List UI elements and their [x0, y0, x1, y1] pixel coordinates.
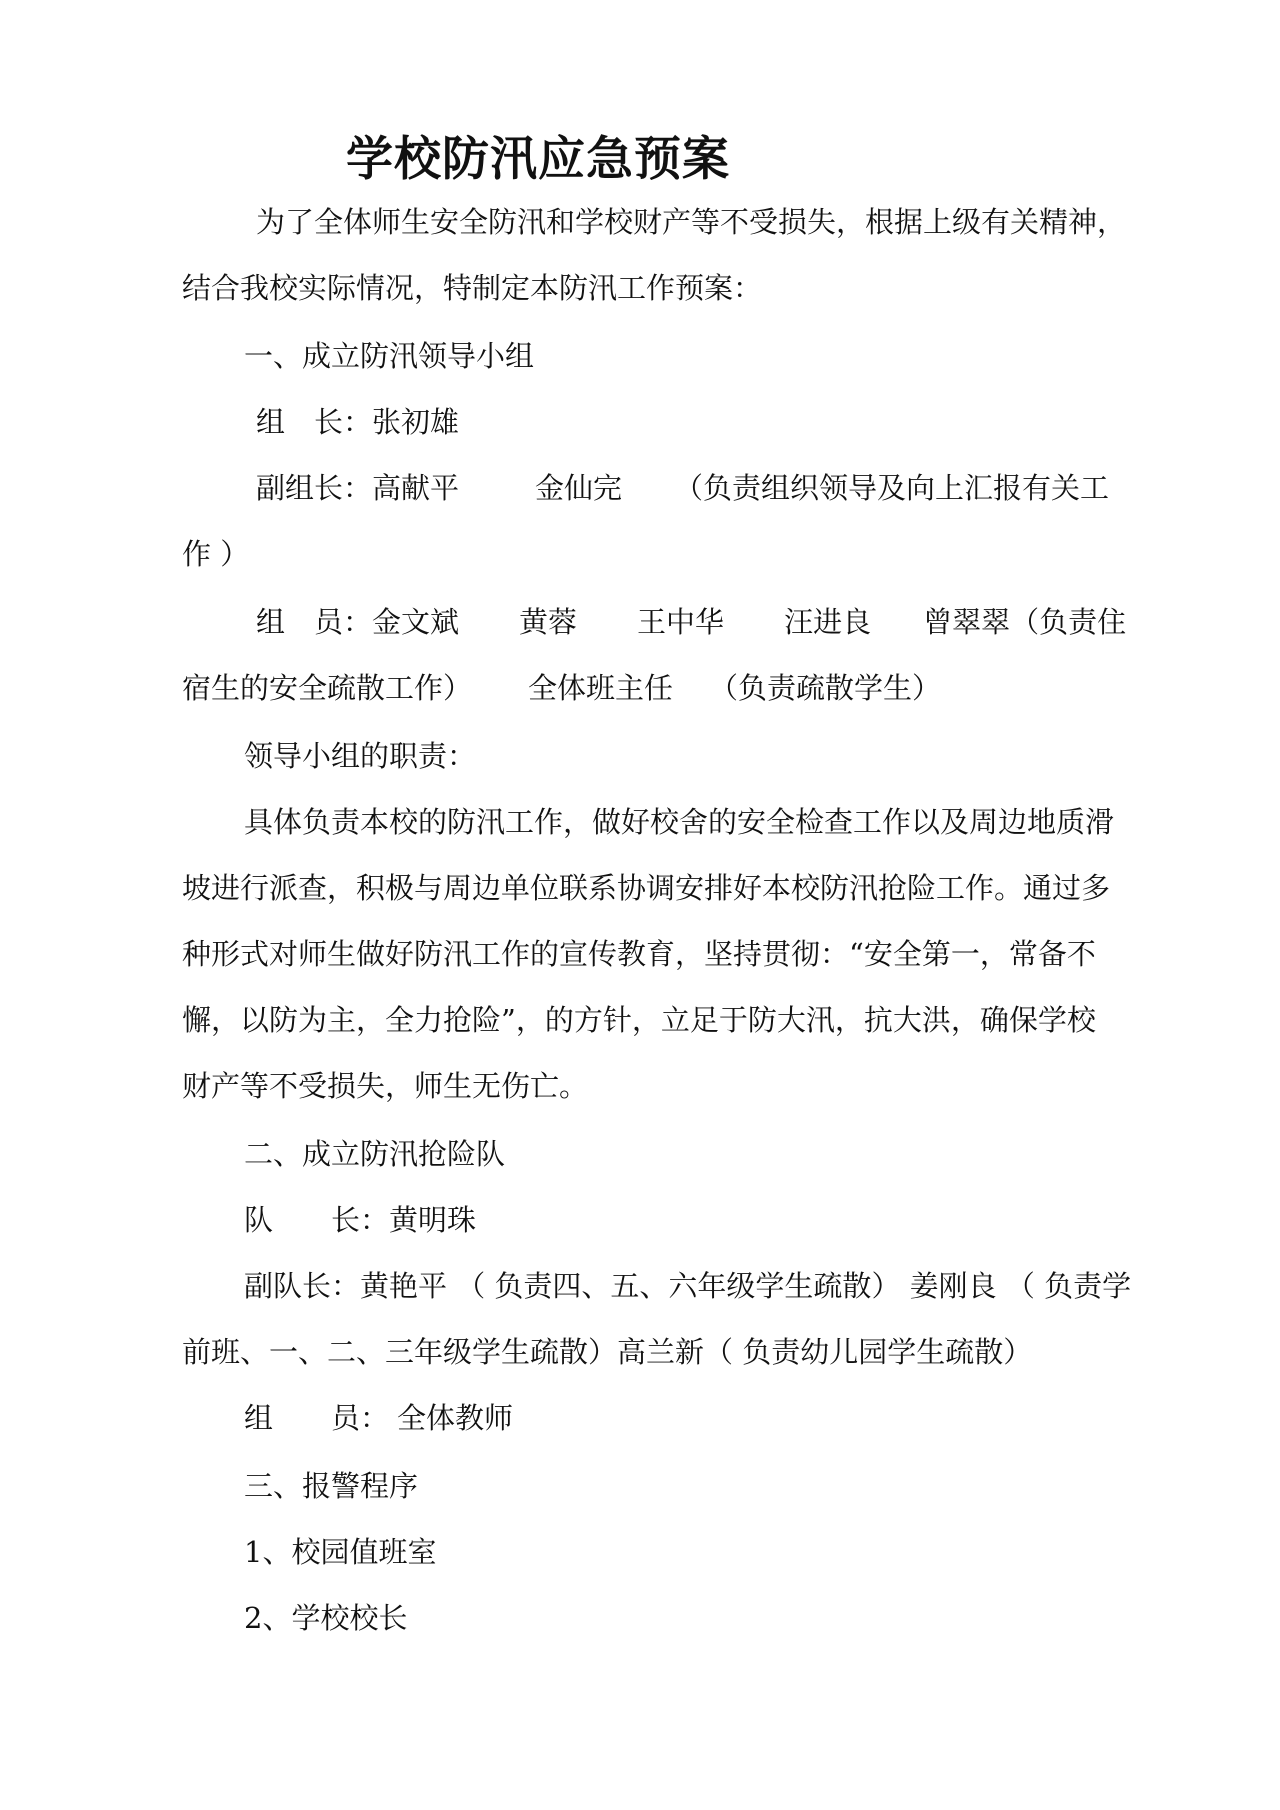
leader-name: 张初雄 [372, 405, 460, 439]
vice-captain-line-2: 前班、一、二、三年级学生疏散）高兰新（ 负责幼儿园学生疏散） [182, 1335, 1033, 1369]
duties-heading: 领导小组的职责： [244, 739, 477, 773]
member-name: 金文斌 [372, 605, 460, 639]
section1-heading: 一、成立防汛领导小组 [244, 339, 535, 373]
deputy-row [256, 468, 1109, 508]
duties-paragraph-line: 财产等不受损失，师生无伤亡。 [182, 1069, 589, 1103]
captain-name: 黄明珠 [389, 1203, 477, 1237]
member-name: 黄蓉 [519, 605, 578, 639]
team-member-label: 组 员： [244, 1401, 390, 1435]
deputy-duty-part1: （负责组织领导及向上汇报有关工 [674, 471, 1110, 505]
deputy-label: 副组长： [256, 471, 373, 505]
member-row [256, 602, 1126, 642]
leader-label: 组 长： [256, 405, 373, 439]
member-name: 王中华 [637, 605, 725, 639]
duties-paragraph-line: 种形式对师生做好防汛工作的宣传教育，坚持贯彻：“安全第一，常备不 [182, 937, 1096, 971]
member-name-last: 曾翠翠（负责住 [923, 605, 1127, 639]
member-extra: 全体班主任 [528, 671, 674, 705]
duties-paragraph-line: 坡进行派查，积极与周边单位联系协调安排好本校防汛抢险工作。通过多 [182, 871, 1111, 905]
captain-row [244, 1200, 476, 1240]
duties-paragraph-line: 懈，以防为主，全力抢险”，的方针，立足于防大汛，抗大洪，确保学校 [182, 1003, 1096, 1037]
member-label: 组 员： [256, 605, 373, 639]
alarm-item: 1、校园值班室 [244, 1535, 437, 1569]
member-duty-cont: 宿生的安全疏散工作） [182, 671, 473, 705]
member-extra-duty: （负责疏散学生） [709, 671, 942, 705]
team-member-row [244, 1398, 513, 1438]
section2-heading: 二、成立防汛抢险队 [244, 1137, 506, 1171]
team-member-text: 全体教师 [397, 1401, 514, 1435]
deputy-duty-part2: 作 ） [182, 537, 250, 571]
section3-heading: 三、报警程序 [244, 1469, 419, 1503]
deputy-name-1: 高献平 [372, 471, 460, 505]
leader-row [256, 402, 459, 442]
document-title: 学校防汛应急预案 [346, 132, 730, 187]
member-name: 汪进良 [784, 605, 872, 639]
vice-captain-line-1: 副队长：黄艳平 （ 负责四、五、六年级学生疏散） 姜刚良 （ 负责学 [244, 1269, 1132, 1303]
duties-paragraph-line: 具体负责本校的防汛工作，做好校舍的安全检查工作以及周边地质滑 [244, 805, 1115, 839]
member-duty-row [182, 668, 941, 708]
deputy-name-2: 金仙完 [535, 471, 623, 505]
intro-line-2: 结合我校实际情况，特制定本防汛工作预案： [182, 271, 763, 305]
intro-line-1: 为了全体师生安全防汛和学校财产等不受损失，根据上级有关精神， [256, 205, 1127, 239]
captain-label: 队 长： [244, 1203, 390, 1237]
alarm-item: 2、学校校长 [244, 1601, 408, 1635]
